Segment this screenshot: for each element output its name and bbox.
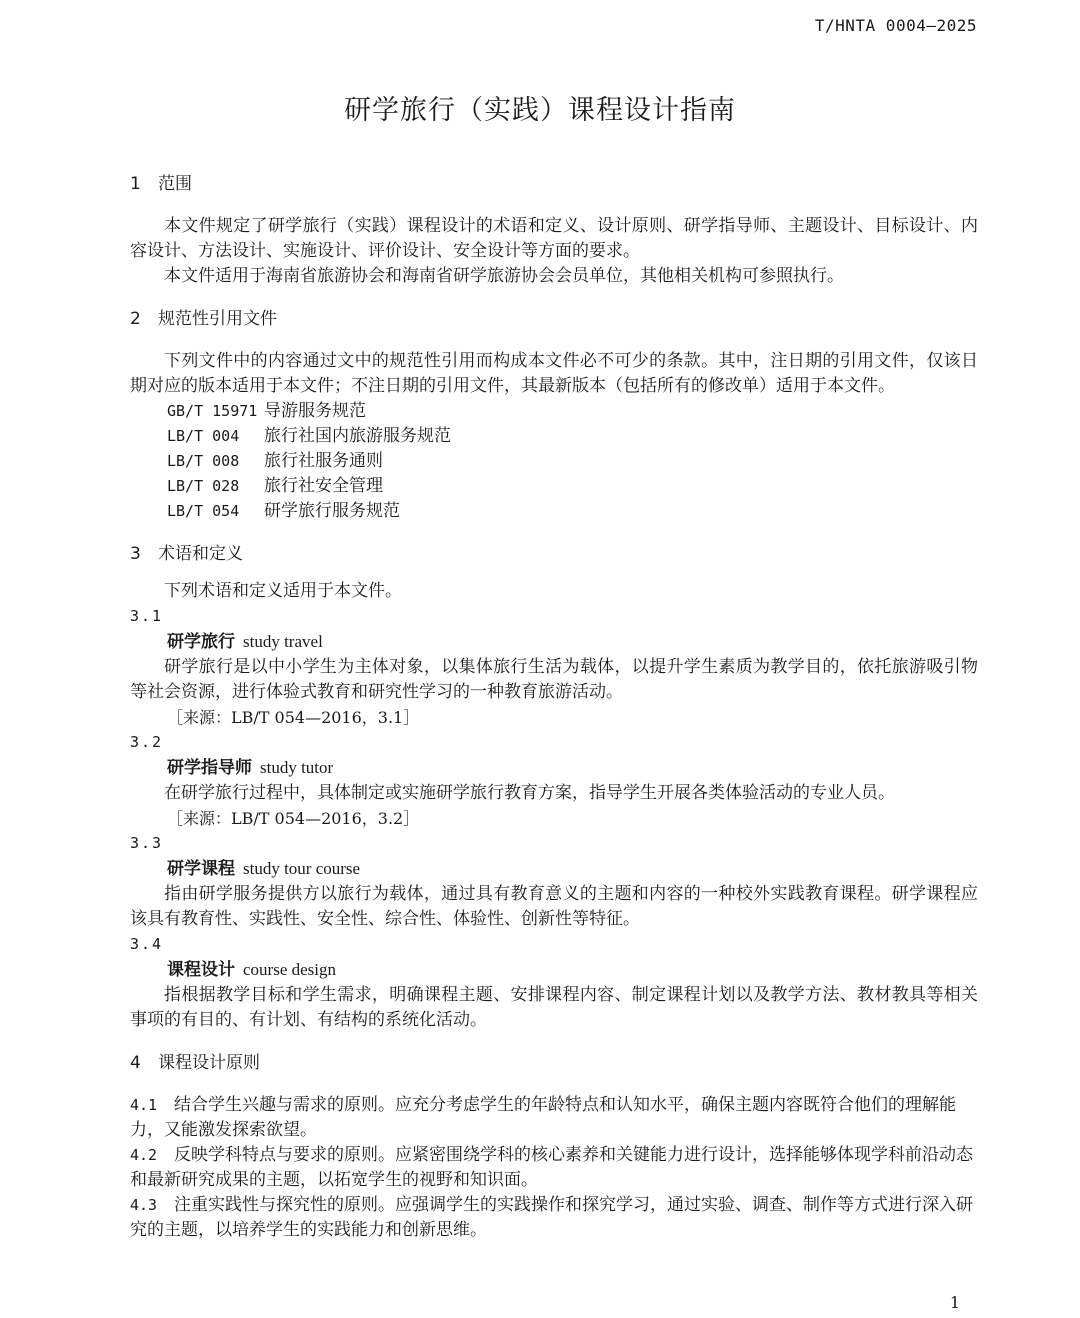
term-number: 3.4 [130, 935, 164, 953]
term-source: ［来源：LB/T 054—2016，3.2］ [167, 809, 420, 828]
section-number: 4 [130, 1053, 141, 1073]
reference-item [130, 424, 978, 449]
term-definition: 指由研学服务提供方以旅行为载体，通过具有教育意义的主题和内容的一种校外实践教育课程。研学课程应该具有教育性、实践性、安全性、综合性、体验性、创新性等特征。 [130, 884, 978, 929]
reference-item [130, 474, 978, 499]
section-number: 1 [130, 174, 141, 194]
term-definition: 研学旅行是以中小学生为主体对象，以集体旅行生活为载体，以提升学生素质为教学目的，依托旅游吸引物等社会资源，进行体验式教育和研究性学习的一种教育旅游活动。 [130, 657, 978, 702]
term-english: study tutor [260, 758, 334, 777]
term-chinese: 研学指导师 [167, 758, 252, 778]
term-number: 3.3 [130, 834, 164, 852]
principle-text: 结合学生兴趣与需求的原则。应充分考虑学生的年龄特点和认知水平，确保主题内容既符合他们的理解能力，又能激发探索欲望。 [130, 1095, 956, 1140]
section-number: 2 [130, 309, 141, 329]
term-english: study travel [243, 632, 323, 651]
section-title: 规范性引用文件 [158, 309, 277, 329]
principle-number: 4.3 [130, 1196, 158, 1214]
section-title: 课程设计原则 [158, 1053, 260, 1073]
reference-title: 旅行社服务通则 [264, 451, 383, 471]
page-title: 研学旅行（实践）课程设计指南 [344, 95, 736, 126]
term-source: ［来源：LB/T 054—2016，3.1］ [167, 708, 420, 727]
section-heading-4 [130, 1050, 978, 1076]
term-entry [130, 856, 978, 882]
term-chinese: 研学旅行 [167, 632, 235, 652]
paragraph: 本文件适用于海南省旅游协会和海南省研学旅游协会会员单位，其他相关机构可参照执行。 [164, 266, 844, 286]
section-heading-2 [130, 306, 978, 332]
reference-code: LB/T 008 [167, 452, 240, 470]
term-chinese: 课程设计 [167, 960, 235, 980]
reference-code: LB/T 004 [167, 427, 240, 445]
principle-number: 4.2 [130, 1146, 158, 1164]
reference-title: 旅行社国内旅游服务规范 [264, 426, 451, 446]
reference-title: 导游服务规范 [264, 401, 366, 421]
reference-title: 旅行社安全管理 [264, 476, 383, 496]
term-number: 3.2 [130, 733, 164, 751]
reference-item [130, 449, 978, 474]
document-body [130, 171, 978, 1243]
term-entry [130, 755, 978, 781]
reference-code: LB/T 054 [167, 502, 240, 520]
term-entry [130, 957, 978, 983]
section-heading-1 [130, 171, 978, 197]
principle-text: 注重实践性与探究性的原则。应强调学生的实践操作和探究学习，通过实验、调查、制作等方式进行深入研究的主题，以培养学生的实践能力和创新思维。 [130, 1195, 973, 1240]
principle-text: 反映学科特点与要求的原则。应紧密围绕学科的核心素养和关键能力进行设计，选择能够体现学科前沿动态和最新研究成果的主题，以拓宽学生的视野和知识面。 [130, 1145, 973, 1190]
principle-item [130, 1193, 978, 1243]
term-chinese: 研学课程 [167, 859, 235, 879]
section-heading-3 [130, 541, 978, 567]
document-code: T/HNTA 0004—2025 [814, 16, 977, 35]
principle-number: 4.1 [130, 1096, 158, 1114]
reference-item [130, 399, 978, 424]
section-number: 3 [130, 544, 141, 564]
reference-item [130, 499, 978, 524]
section-title: 术语和定义 [158, 544, 243, 564]
paragraph: 本文件规定了研学旅行（实践）课程设计的术语和定义、设计原则、研学指导师、主题设计、目标设计、内容设计、方法设计、实施设计、评价设计、安全设计等方面的要求。 [130, 216, 978, 261]
term-english: study tour course [243, 859, 361, 878]
reference-code: LB/T 028 [167, 477, 240, 495]
page-number: 1 [949, 1293, 960, 1312]
term-definition: 在研学旅行过程中，具体制定或实施研学旅行教育方案，指导学生开展各类体验活动的专业人员。 [164, 783, 895, 803]
term-definition: 指根据教学目标和学生需求，明确课程主题、安排课程内容、制定课程计划以及教学方法、教材教具等相关事项的有目的、有计划、有结构的系统化活动。 [130, 985, 978, 1030]
term-number: 3.1 [130, 607, 164, 625]
term-english: course design [243, 960, 337, 979]
paragraph: 下列术语和定义适用于本文件。 [164, 581, 402, 601]
reference-title: 研学旅行服务规范 [264, 501, 400, 521]
principle-item [130, 1143, 978, 1193]
paragraph: 下列文件中的内容通过文中的规范性引用而构成本文件必不可少的条款。其中，注日期的引用文件，仅该日期对应的版本适用于本文件；不注日期的引用文件，其最新版本（包括所有的修改单）适用于本文件。 [130, 351, 978, 396]
term-entry [130, 629, 978, 655]
reference-code: GB/T 15971 [167, 402, 258, 420]
principle-item [130, 1093, 978, 1143]
section-title: 范围 [158, 174, 192, 194]
